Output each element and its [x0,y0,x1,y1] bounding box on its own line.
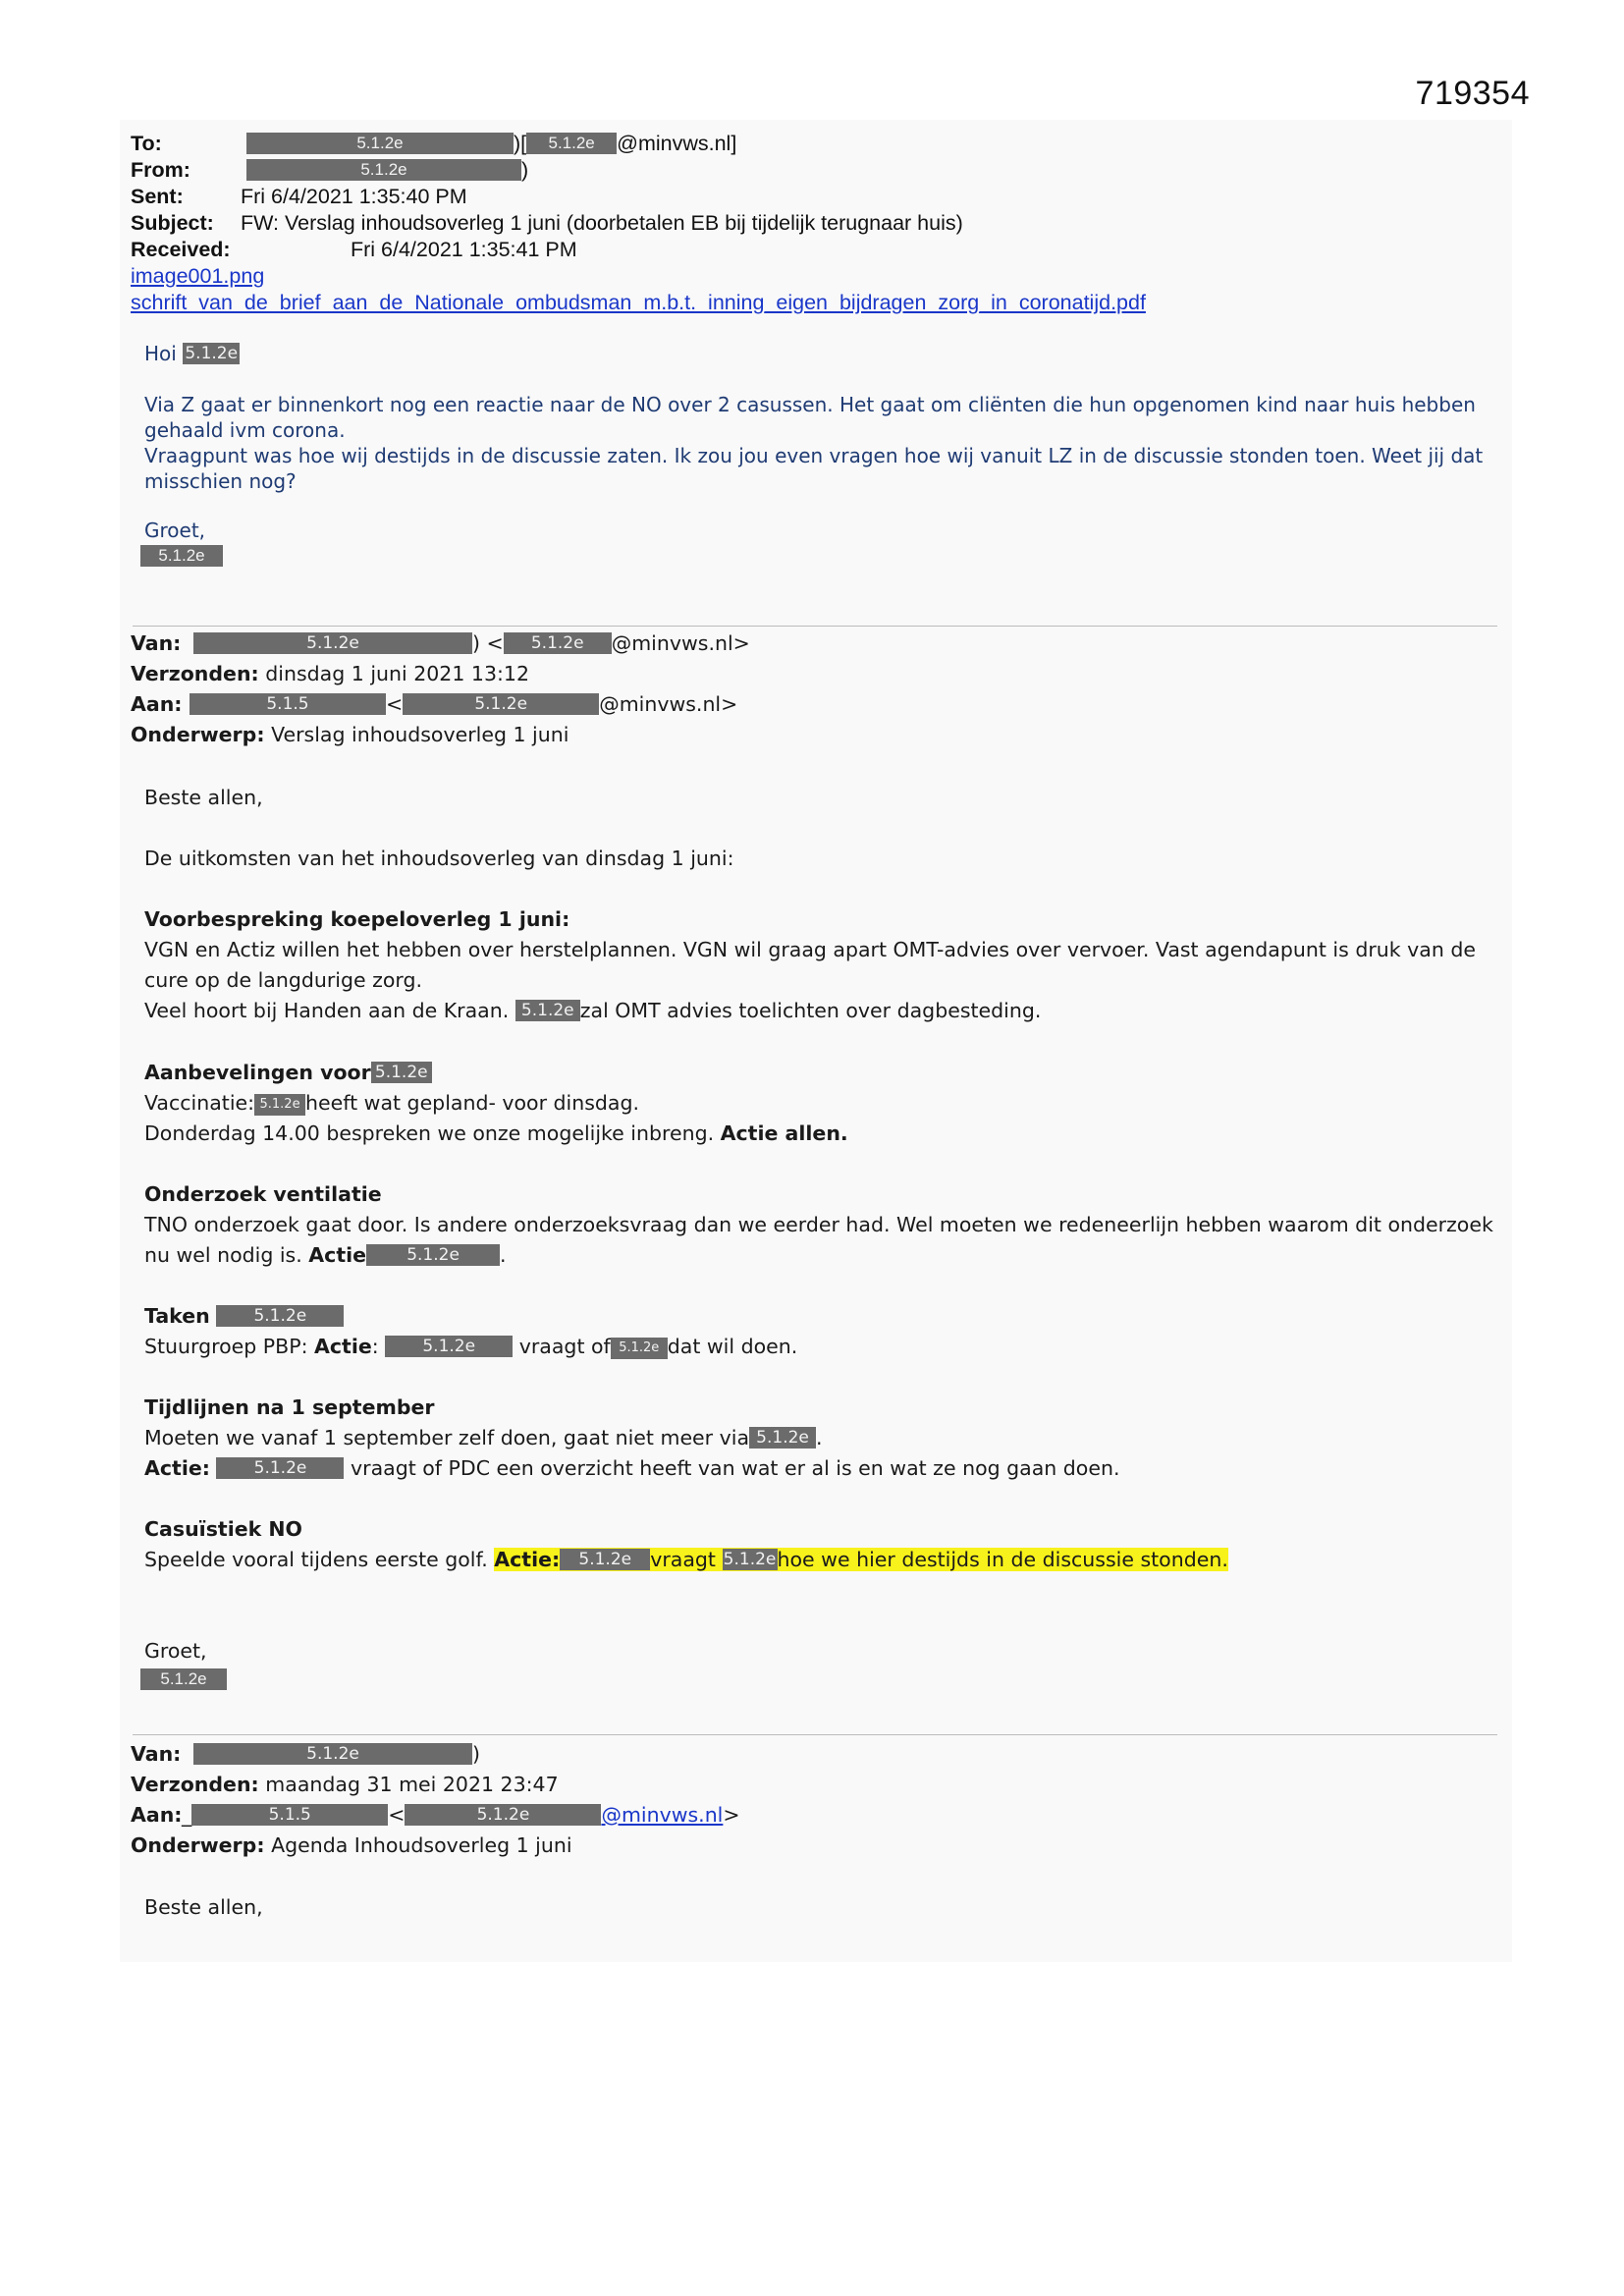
redaction-box: 5.1.2e [216,1457,344,1479]
redaction-box: 5.1.2e [366,1244,500,1266]
to-label: To: [131,132,162,155]
section-text-2b: zal OMT advies toelichten over dagbesteding. [579,999,1042,1022]
aan-prefix: _ [182,1803,192,1827]
mail2-greeting: Beste allen, [144,1895,263,1919]
section-taken [144,1301,1499,1362]
separator-line [133,1734,1497,1735]
redaction-box: 5.1.2e [246,159,521,181]
stuurgroep-text: Stuurgroep PBP: [144,1335,308,1358]
redaction-box: 5.1.2e [216,1305,344,1327]
header-received [131,237,577,263]
section-text-2a: Veel hoort bij Handen aan de Kraan. [144,999,510,1022]
header-sent [131,184,467,210]
onderwerp-label: Onderwerp: [131,723,265,746]
redaction-box: 5.1.5 [191,1804,388,1826]
period: . [500,1243,507,1267]
mail2-van [131,1739,480,1770]
redaction-box: 5.1.2e [723,1550,777,1569]
redaction-box: 5.1.2e [749,1427,816,1449]
section-casuistiek [144,1514,1499,1575]
verzonden-label: Verzonden: [131,1773,259,1796]
period: . [816,1426,823,1449]
mail1-aan [131,689,737,720]
mail1-verzonden [131,659,529,689]
actie-label: Actie [308,1243,367,1267]
redaction-box: 5.1.2e [560,1549,650,1570]
intro-paragraph-1: Via Z gaat er binnenkort nog een reactie naar de NO over 2 casussen. Het gaat om cliënten die hun opgenomen kind naar huis hebben gehaald ivm corona. [144,393,1476,442]
mail1-greeting: Beste allen, [144,786,263,809]
onderwerp-value: Agenda Inhoudsoverleg 1 juni [271,1833,572,1857]
to-bracket: )[ [513,132,527,155]
redaction-box: 5.1.2e [140,545,223,567]
mail1-closing: Groet, [144,1639,207,1663]
aan-email-link[interactable]: @minvws.nl [601,1803,724,1827]
intro-closing: Groet, [144,519,206,542]
vraagt: vraagt [650,1548,716,1571]
header-from [131,157,528,184]
highlighted-action [494,1548,1228,1571]
section-tijdlijnen [144,1393,1499,1484]
section-aanbevelingen [144,1058,1499,1149]
redaction-box: 5.1.2e [403,693,599,715]
donderdag-text: Donderdag 14.00 bespreken we onze mogelijke inbreng. [144,1121,715,1145]
discussie-text: hoe we hier destijds in de discussie stonden. [777,1548,1228,1571]
actie-allen: Actie allen. [720,1121,848,1145]
mail1-signature [140,1668,227,1691]
tijdlijnen-text: Moeten we vanaf 1 september zelf doen, gaat niet meer via [144,1426,750,1449]
redaction-box: 5.1.2e [515,1000,580,1021]
section-title: Aanbevelingen voor [144,1061,371,1084]
van-after: ) [472,1742,480,1766]
tijdlijnen-actie-text: vraagt of PDC een overzicht heeft van wat er al is en wat ze nog gaan doen. [351,1456,1120,1480]
from-bracket: ) [520,158,529,182]
redaction-box: 5.1.2e [371,1062,432,1083]
dat-wil-doen: dat wil doen. [667,1335,798,1358]
subject-label: Subject: [131,211,214,235]
mail1-van [131,629,750,659]
redaction-box: 5.1.2e [611,1338,668,1359]
redaction-box: 5.1.2e [183,343,240,364]
subject-value: FW: Verslag inhoudsoverleg 1 juni (doorbetalen EB bij tijdelijk terugnaar huis) [241,211,963,235]
section-title: Casuïstiek NO [144,1517,302,1541]
colon: : [371,1335,379,1358]
section-title: Onderzoek ventilatie [144,1182,382,1206]
mail1-intro: De uitkomsten van het inhoudsoverleg van dinsdag 1 juni: [144,847,734,870]
separator-line [133,626,1497,627]
intro-paragraph-2: Vraagpunt was hoe wij destijds in de discussie zaten. Ik zou jou even vragen hoe wij vanuit LZ in de discussie stonden toen. Weet jij dat misschien nog? [144,444,1484,493]
attachment-pdf [131,290,1146,316]
section-title: Taken [144,1304,210,1328]
vaccinatie-text: heeft wat gepland- voor dinsdag. [305,1091,640,1115]
onderwerp-label: Onderwerp: [131,1833,265,1857]
mail1-onderwerp [131,720,568,750]
aan-label: Aan: [131,1803,183,1827]
document-number: 719354 [1415,75,1530,112]
onderwerp-value: Verslag inhoudsoverleg 1 juni [271,723,569,746]
sent-label: Sent: [131,185,184,208]
redaction-box: 5.1.2e [246,133,514,154]
actie-label: Actie [314,1335,372,1358]
section-title: Tijdlijnen na 1 september [144,1395,435,1419]
header-to [131,131,736,157]
actie-label: Actie: [494,1548,561,1571]
mail2-aan [131,1800,740,1831]
verzonden-label: Verzonden: [131,662,259,685]
mail2-onderwerp [131,1831,572,1861]
aan-label: Aan: [131,692,183,716]
section-text: TNO onderzoek gaat door. Is andere onderzoeksvraag dan we eerder had. Wel moeten we redeneerlijn hebben waarom dit onderzoek nu wel nodig is. [144,1213,1493,1267]
received-value: Fri 6/4/2021 1:35:41 PM [351,238,577,261]
actie-label: Actie: [144,1456,210,1480]
van-domain: @minvws.nl> [611,631,750,655]
redaction-box: 5.1.5 [189,693,386,715]
van-label: Van: [131,631,182,655]
verzonden-value: dinsdag 1 juni 2021 13:12 [265,662,529,685]
attachment-link-pdf[interactable]: schrift_van_de_brief_aan_de_Nationale_ombudsman_m.b.t._inning_eigen_bijdragen_zorg_in_coronatijd.pdf [131,291,1146,314]
sent-value: Fri 6/4/2021 1:35:40 PM [241,185,467,208]
intro-greeting [144,341,240,366]
vaccinatie-label: Vaccinatie: [144,1091,255,1115]
van-label: Van: [131,1742,182,1766]
vraagt-of: vraagt of [518,1335,611,1358]
van-mid: ) < [472,631,504,655]
verzonden-value: maandag 31 mei 2021 23:47 [265,1773,559,1796]
aan-mid: < [388,1803,406,1827]
redaction-box: 5.1.2e [385,1336,513,1357]
section-ventilatie [144,1179,1499,1271]
aan-mid: < [386,692,404,716]
section-voorbespreking [144,904,1499,1026]
aan-end: > [723,1803,740,1827]
redaction-box: 5.1.2e [405,1804,601,1826]
section-title: Voorbespreking koepeloverleg 1 juni: [144,907,570,931]
attachment-image [131,263,264,290]
casuistiek-text: Speelde vooral tijdens eerste golf. [144,1548,488,1571]
redaction-box: 5.1.2e [504,632,612,654]
redaction-box: 5.1.2e [193,1743,472,1765]
section-text: VGN en Actiz willen het hebben over herstelplannen. VGN wil graag apart OMT-advies over vervoer. Vast agendapunt is druk van de cure op de langdurige zorg. [144,938,1476,992]
redaction-box: 5.1.2e [254,1094,305,1116]
redaction-box: 5.1.2e [526,133,617,154]
header-subject [131,210,963,237]
received-label: Received: [131,238,231,261]
mail2-verzonden [131,1770,559,1800]
from-label: From: [131,158,190,182]
greeting-text: Hoi [144,342,177,365]
attachment-link-image[interactable]: image001.png [131,264,265,288]
intro-signature [140,545,223,568]
redaction-box: 5.1.2e [140,1668,227,1690]
redaction-box: 5.1.2e [193,632,472,654]
aan-domain: @minvws.nl> [599,692,738,716]
to-domain: @minvws.nl] [617,132,737,155]
